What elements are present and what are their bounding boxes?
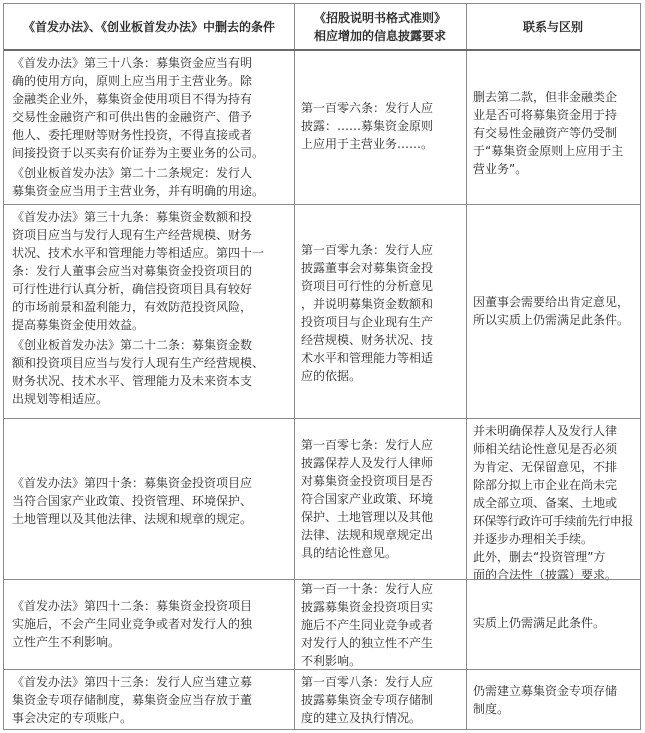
header-col2-line2: 相应增加的信息披露要求: [313, 28, 446, 43]
table-row: [4, 419, 640, 582]
row3-disclosure-text: 第一百零七条：发行人应 披露保荐人及发行人律师 对募集资金投资项目是否 符合国家产业政策、环境 保护、土地管理以及其他 法律、法规和规章规定出 具的结论性意见。: [301, 438, 434, 560]
row2-disclosure-text: 第一百零九条：发行人应 披露董事会对募集资金投 资项目可行性的分析意见 ，并说明募集资金数额和 投资项目与企业现有生产 经营规模、财务状况、技 术水平和管理能力等相适 应的依据。: [301, 243, 434, 383]
row5-paragraph-a: 《首发办法》第四十三条：发行人应当建立募 集资金专项存储制度，募集资金应当存放于董 事会决定的专项账户。: [12, 675, 253, 725]
row4-paragraph-a: 《首发办法》第四十二条：募集资金投资项目 实施后，不会产生同业竞争或者对发行人的独 立性产生不利影响。: [12, 599, 253, 649]
header-col1: [4, 4, 294, 49]
row1-relation-text: 删去第二款，但非金融类企 业是否可将募集资金用于持 有交易性金融资产等仍受制 于“募集资金原则上应用于主 营业务”。: [473, 90, 624, 176]
row4-deleted-conditions: [4, 580, 294, 669]
table-row: [4, 205, 640, 418]
header-col3-text: 联系与区别: [522, 19, 583, 34]
row4-disclosure-text: 第一百一十条：发行人应 披露募集资金投资项目实 施后不产生同业竞争或者 对发行人的独立性不产生 不利影响。: [301, 582, 434, 668]
row2-paragraph-a: 《首发办法》第三十九条：募集资金数额和投 资项目应当与发行人现有生产经营规模、财务 状况、技术水平和管理能力等相适应。第四十一 条：发行人董事会应当对募集资金投资项目的 可行性进行认真分析，确信投资项目具有较好 的市场前景和盈利能力，有效防范投资风险， 提高募集资金使用效益。: [12, 210, 265, 332]
header-col2-line1: 《招股说明书格式准则》: [313, 10, 446, 25]
row1-relation-notes: [466, 51, 640, 204]
row4-disclosure-requirements: [294, 580, 466, 669]
comparison-table: [3, 3, 641, 730]
row5-relation-text: 仍需建立募集资金专项存储 制度。: [473, 684, 618, 716]
row1-disclosure-requirements: [294, 51, 466, 204]
row1-deleted-conditions: [4, 51, 294, 204]
header-col1-text: 《首发办法》、《创业板首发办法》中删去的条件: [22, 19, 275, 34]
table-row: [4, 580, 640, 669]
row2-relation-text: 因董事会需要给出肯定意见， 所以实质上仍需满足此条件。: [473, 295, 630, 327]
row3-relation-notes: [466, 419, 640, 582]
row4-relation-notes: [466, 580, 640, 669]
header-col3: [466, 4, 640, 49]
header-col2: [294, 4, 466, 49]
table-row: [4, 51, 640, 204]
row3-deleted-conditions: [4, 419, 294, 579]
row5-deleted-conditions: [4, 670, 294, 730]
row5-disclosure-requirements: [294, 670, 466, 730]
row2-disclosure-requirements: [294, 205, 466, 418]
row2-relation-notes: [466, 205, 640, 418]
row3-relation-text-b: 此外，删去“投资管理”方 面的合法性（披露）要求。: [473, 550, 618, 582]
row1-paragraph-a: 《首发办法》第三十八条：募集资金应当有明 确的使用方向，原则上应当用于主营业务。除 金融类企业外，募集资金使用项目不得为持有 交易性金融资产和可供出售的金融资产、借予 他人、委托理财等财务性投资，不得直接或者 间接投资于以买卖有价证券为主要业务的公司。: [12, 56, 265, 160]
row5-disclosure-text: 第一百零八条：发行人应 披露募集资金专项存储制 度的建立及执行情况。: [301, 675, 434, 725]
row3-relation-text-a: 并未明确保荐人及发行人律 师相关结论性意见是否必须 为肯定、无保留意见，不排 除部分拟上市企业在尚未完 成全部立项、备案、土地或 环保等行政许可手续前先行申报 并逐步办理相关手续。: [473, 424, 633, 546]
row1-disclosure-text: 第一百零六条：发行人应 披露：……募集资金原则 上应用于主营业务……。: [301, 101, 434, 151]
row4-relation-text: 实质上仍需满足此条件。: [473, 616, 606, 630]
row1-paragraph-b: 《创业板首发办法》第二十二条规定：发行人 募集资金应当用于主营业务，并有明确的用途。: [12, 166, 265, 198]
row2-paragraph-b: 《创业板首发办法》第二十二条：募集资金数 额和投资项目应当与发行人现有生产经营规模、 财务状况、技术水平、管理能力及未来资本支 出规划等相适应。: [12, 338, 265, 406]
row3-paragraph-a: 《首发办法》第四十条：募集资金投资项目应 当符合国家产业政策、投资管理、环境保护、 土地管理以及其他法律、法规和规章的规定。: [12, 476, 253, 526]
table-row: [4, 670, 640, 730]
row5-relation-notes: [466, 670, 640, 730]
row2-deleted-conditions: [4, 205, 294, 418]
row3-disclosure-requirements: [294, 419, 466, 579]
